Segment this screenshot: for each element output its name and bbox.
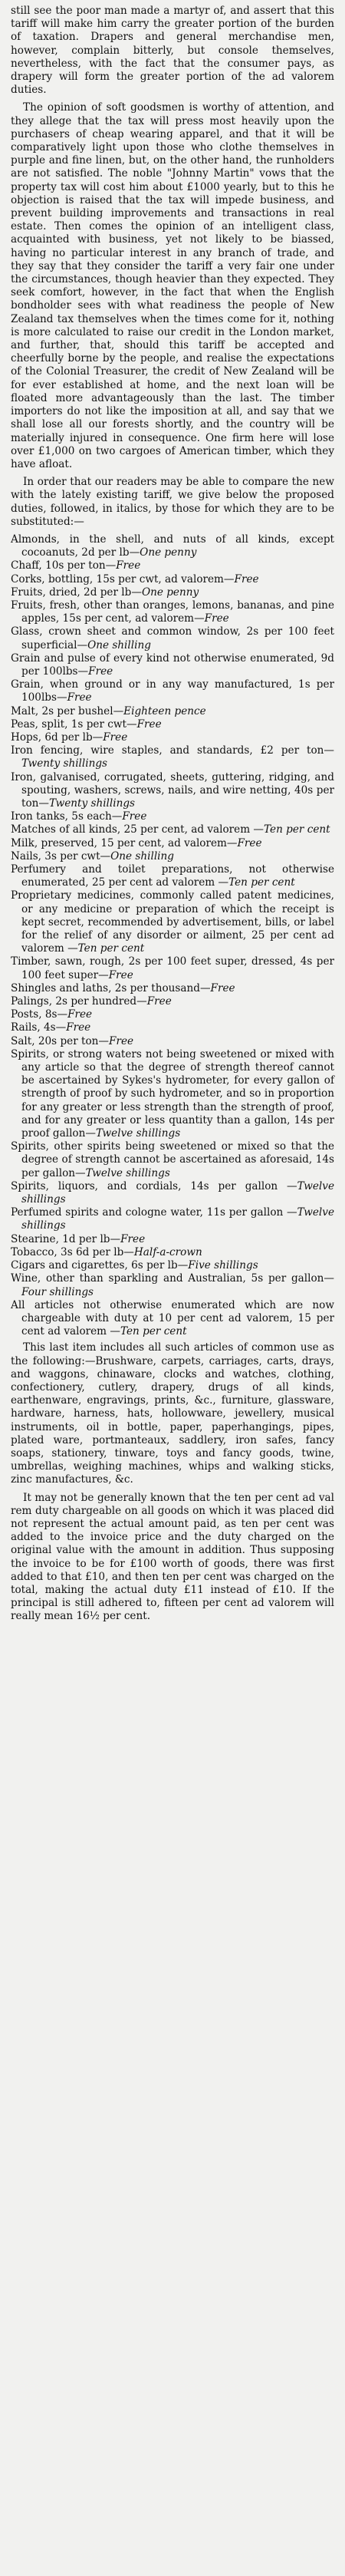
- tariff-item-text: Shingles and laths, 2s per thousand—: [11, 981, 211, 994]
- tariff-item-rate: Twelve shillings: [85, 1166, 170, 1179]
- tariff-item-rate: Free: [122, 810, 147, 823]
- tariff-item: [11, 744, 334, 770]
- tariff-item-text: Spirits, other spirits being sweetened or mixed so that the degree of strength cannot be ascertained as aforesaid, 14s per gallon—: [11, 1140, 334, 1179]
- tariff-item: [11, 1206, 334, 1232]
- tariff-item-text: Iron tanks, 5s each—: [11, 810, 123, 823]
- tariff-item-text: Wine, other than sparkling and Australian, 5s per gallon—: [11, 1272, 334, 1285]
- article-paragraph-2: The opinion of soft goodsmen is worthy of attention, and they allege that the tax will press most heavily upon the purchasers of cheap wearing apparel, and that it will be comparatively light upon those who clothe themselves in purple and fine linen, but, on the other hand, the runholders are not satisfied. The noble "Johnny Martin" vows that the property tax will cost him about £1000 yearly, but to this he objection is raised that the tax will impede business, and prevent building improvements and transactions in real estate. Then comes the opinion of an intelligent class, acquainted with business, yet not likely to be biassed, having no particular interest in any branch of trade, and they say that they consider the tariff a very fair one under the circumstances, though heavier than they expected. They seek comfort, however, in the fact that when the English bondholder sees with what readiness the people of New Zealand tax themselves when the times come for it, nothing is more calculated to raise our credit in the London market, and further, that, should this tariff be accepted and cheerfully borne by the people, and realise the expectations of the Colonial Treasurer, the credit of New Zealand will be for ever established at home, and the next loan will be floated more advantageously than the last. The timber importers do not like the imposition at all, and say that we shall lose all our forests shortly, and the country will be materially injured in consequence. One firm here will lose over £1,000 on two cargoes of American timber, which they have afloat.: [11, 101, 334, 470]
- article-paragraph-3: In order that our readers may be able to compare the new with the lately existing tariff, we give below the proposed duties, followed, in italics, by those for which they are to be substituted:—: [11, 476, 334, 528]
- tariff-item-rate: Half-a-crown: [133, 1245, 202, 1258]
- tariff-item-text: Fruits, fresh, other than oranges, lemons, bananas, and pine apples, 15s per cent, ad valorem—: [11, 599, 334, 625]
- tariff-item-rate: Five shillings: [188, 1259, 258, 1272]
- tariff-item-rate: Free: [120, 1232, 146, 1245]
- tariff-item: [11, 1272, 334, 1298]
- tariff-item-text: Grain, when ground or in any way manufactured, 1s per 100lbs—: [11, 678, 334, 704]
- tariff-item: [11, 889, 334, 955]
- tariff-item-rate: Free: [210, 981, 235, 994]
- tariff-item: [11, 995, 334, 1008]
- tariff-item-rate: Eighteen pence: [123, 704, 206, 717]
- tariff-item-rate: Free: [67, 1008, 93, 1021]
- tariff-item-rate: Free: [67, 691, 92, 704]
- tariff-item: [11, 1233, 334, 1246]
- tariff-item-text: Fruits, dried, 2d per lb—: [11, 585, 142, 599]
- tariff-item: [11, 1140, 334, 1180]
- tariff-item: [11, 731, 334, 744]
- tariff-item-rate: Free: [234, 572, 259, 585]
- tariff-item-rate: Ten per cent: [120, 1325, 187, 1338]
- tariff-item-rate: Twenty shillings: [49, 797, 136, 810]
- tariff-item: [11, 1180, 334, 1206]
- tariff-item-text: Malt, 2s per bushel—: [11, 704, 124, 717]
- tariff-item-rate: One shilling: [87, 638, 151, 651]
- tariff-item-text: Iron fencing, wire staples, and standards, £2 per ton—: [11, 744, 334, 757]
- tariff-item-text: Timber, sawn, rough, 2s per 100 feet super, dressed, 4s per 100 feet super—: [11, 955, 334, 981]
- tariff-item: [11, 771, 334, 811]
- tariff-item-rate: Free: [108, 968, 133, 981]
- tariff-item: [11, 810, 334, 823]
- tariff-item-text: Hops, 6d per lb—: [11, 731, 104, 744]
- tariff-item-rate: One penny: [140, 546, 197, 559]
- tariff-item-rate: Four shillings: [21, 1285, 94, 1298]
- tariff-item-rate: Free: [146, 995, 172, 1008]
- tariff-item-text: Stearine, 1d per lb—: [11, 1232, 121, 1245]
- tariff-item-text: Nails, 3s per cwt—: [11, 849, 111, 863]
- tariff-item-text: Corks, bottling, 15s per cwt, ad valorem—: [11, 572, 235, 585]
- tariff-item: [11, 1021, 334, 1034]
- article-paragraph-5: It may not be generally known that the ten per cent ad val rem duty chargeable on all goods on which it was placed did not represent the actual amount paid, as ten per cent was added to the invoice price and the duty charged on the original value with the amount in addition. Thus supposing the invoice to be for £100 worth of goods, there was first added to that £10, and then ten per cent was charged on the total, making the actual duty £11 instead of £10. If the principal is still adhered to, fifteen per cent ad valorem will really mean 16½ per cent.: [11, 1491, 334, 1623]
- tariff-item-text: Perfumery and toilet preparations, not otherwise enumerated, 25 per cent ad valorem —: [11, 863, 334, 889]
- tariff-item: [11, 850, 334, 863]
- tariff-item-rate: Ten per cent: [228, 876, 295, 889]
- tariff-item-rate: Free: [136, 717, 162, 731]
- tariff-item-text: Peas, split, 1s per cwt—: [11, 717, 137, 731]
- tariff-item: [11, 1246, 334, 1259]
- tariff-item-text: Palings, 2s per hundred—: [11, 995, 147, 1008]
- tariff-item-rate: Free: [66, 1021, 91, 1034]
- tariff-item: [11, 823, 334, 836]
- tariff-item: [11, 863, 334, 889]
- tariff-item: [11, 559, 334, 572]
- tariff-item-rate: Free: [88, 665, 113, 678]
- tariff-item-rate: Ten per cent: [77, 942, 145, 955]
- tariff-item: [11, 718, 334, 731]
- tariff-item: [11, 678, 334, 704]
- tariff-item: [11, 1048, 334, 1140]
- tariff-item-text: Milk, preserved, 15 per cent, ad valorem—: [11, 836, 238, 849]
- tariff-item: [11, 1299, 334, 1339]
- tariff-item: [11, 1259, 334, 1272]
- tariff-item-text: Matches of all kinds, 25 per cent, ad valorem —: [11, 823, 264, 836]
- tariff-item: [11, 599, 334, 625]
- tariff-item: [11, 1035, 334, 1048]
- tariff-item-text: Rails, 4s—: [11, 1021, 67, 1034]
- tariff-item-text: Posts, 8s—: [11, 1008, 68, 1021]
- tariff-item: [11, 533, 334, 559]
- tariff-item-rate: Free: [237, 836, 262, 849]
- tariff-list: [11, 533, 334, 1338]
- tariff-item-rate: Free: [103, 731, 128, 744]
- tariff-item-text: Spirits, or strong waters not being sweetened or mixed with any article so that the degree of strength thereof cannot be ascertained by Sykes's hydrometer, for every gallon of strength of proof by such hydrometer, and so in proportion for any greater or less strength than the strength of proof, and for any greater or less quantity than a gallon, 14s per proof gallon—: [11, 1047, 334, 1140]
- tariff-item: [11, 573, 334, 586]
- tariff-item-rate: Free: [116, 559, 141, 572]
- tariff-item-rate: One shilling: [110, 849, 174, 863]
- tariff-item-text: Tobacco, 3s 6d per lb—: [11, 1245, 134, 1258]
- tariff-item-rate: Twelve shillings: [21, 1179, 334, 1206]
- tariff-item-text: All articles not otherwise enumerated which are now chargeable with duty at 10 per cent ad valorem, 15 per cent ad valorem —: [11, 1298, 334, 1338]
- tariff-item-text: Almonds, in the shell, and nuts of all kinds, except cocoanuts, 2d per lb—: [11, 533, 334, 559]
- tariff-item-rate: Twelve shillings: [21, 1206, 334, 1232]
- tariff-item-rate: Ten per cent: [264, 823, 330, 836]
- tariff-item: [11, 625, 334, 651]
- article-paragraph-1: still see the poor man made a martyr of, and assert that this tariff will make him carry the greater portion of the burden of taxation. Drapers and general merchandise men, however, complain bitterly, but console themselves, nevertheless, with the fact that the consumer pays, as drapery will form the greater portion of the ad valorem duties.: [11, 5, 334, 97]
- tariff-item-text: Salt, 20s per ton—: [11, 1034, 110, 1047]
- tariff-item: [11, 955, 334, 981]
- tariff-item: [11, 1008, 334, 1021]
- tariff-item: [11, 837, 334, 850]
- tariff-item-text: Proprietary medicines, commonly called patent medicines, or any medicine or preparation of which the receipt is kept secret, recommended by advertisement, bills, or label for the relief of any disorder or ailment, 25 per cent ad valorem —: [11, 889, 334, 955]
- tariff-item: [11, 652, 334, 678]
- tariff-item: [11, 586, 334, 599]
- tariff-item-rate: Twelve shillings: [95, 1127, 181, 1140]
- tariff-item: [11, 705, 334, 718]
- tariff-item-text: Iron, galvanised, corrugated, sheets, guttering, ridging, and spouting, washers, screws, nails, and wire netting, 40s per ton—: [11, 770, 334, 810]
- tariff-item-rate: Free: [204, 612, 229, 625]
- tariff-item-text: Chaff, 10s per ton—: [11, 559, 117, 572]
- tariff-item-text: Cigars and cigarettes, 6s per lb—: [11, 1259, 189, 1272]
- article-paragraph-4: This last item includes all such articles of common use as the following:—Brushware, carpets, carriages, carts, drays, and waggons, chinaware, clocks and watches, clothing, confectionery, cutlery, drapery, drugs of all kinds, earthenware, engravings, prints, &c., furniture, glassware, hardware, harness, hats, hollowware, jewellery, musical instruments, oil in bottle, paper, paperhangings, pipes, plated ware, portmanteaux, saddlery, iron safes, fancy soaps, stationery, tinware, toys and fancy goods, twine, umbrellas, weighing machines, whips and walking sticks, zinc manufactures, &c.: [11, 1341, 334, 1486]
- tariff-item-text: Perfumed spirits and cologne water, 11s per gallon —: [11, 1206, 297, 1219]
- tariff-item-text: Spirits, liquors, and cordials, 14s per gallon —: [11, 1179, 297, 1192]
- tariff-item-text: Glass, crown sheet and common window, 2s per 100 feet superficial—: [11, 625, 334, 651]
- tariff-item-rate: Twenty shillings: [21, 757, 108, 770]
- tariff-item-rate: One penny: [141, 585, 199, 599]
- tariff-item-text: Grain and pulse of every kind not otherwise enumerated, 9d per 100lbs—: [11, 651, 334, 678]
- tariff-item-rate: Free: [109, 1034, 134, 1047]
- tariff-item: [11, 982, 334, 995]
